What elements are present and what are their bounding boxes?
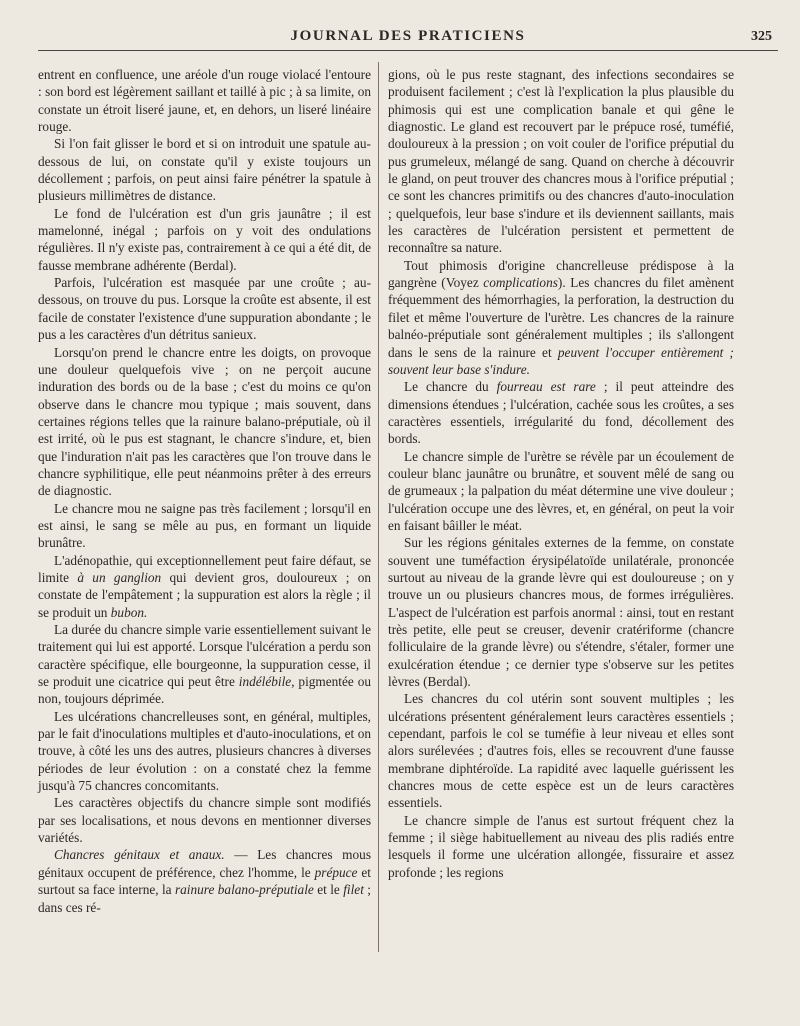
text-run: qui devient gros, douloureux ; on constate de l'empâtement ; la suppuration est alors la règle ; il se produit un (38, 569, 371, 620)
paragraph: Les caractères objectifs du chancre simple sont modifiés par ses localisations, et nous devons en mentionner diverses variétés. (38, 795, 371, 846)
paragraph: Sur les régions génitales externes de la femme, on constate souvent une tuméfaction érysipélatoïde unilatérale, prononcée surtout au niveau de la grande lèvre qui est douloureuse ; on y trouve un ou plusieurs chancres mous, de formes irrégulières. L'aspect de l'ulcération est parfois anormal : ainsi, tout en restant très petite, elle peut se creuser, devenir cratériforme (chancre folliculaire de la grande lèvre) ou s'étendre, s'étaler, former une exulcération étendue ; ce dernier type s'observe sur les petites lèvres (Berdal). (388, 535, 734, 690)
paragraph: Parfois, l'ulcération est masquée par une croûte ; au-dessous, on trouve du pus. Lorsque la croûte est absente, il est facile de constater l'existence d'une suppuration abondante ; le pus a les caractères d'un détritus sanieux. (38, 275, 371, 343)
paragraph: Le chancre simple de l'anus est surtout fréquent chez la femme ; il siège habituellement au niveau des plis radiés entre lesquels il forme une ulcération allongée, fissuraire et assez profonde ; les regions (388, 812, 734, 880)
right-column (388, 66, 734, 881)
paragraph: Les chancres du col utérin sont souvent multiples ; les ulcérations présentent généralement leurs caractères essentiels ; cependant, parfois le col se tuméfie à leur niveau et elles sont alors surélevées ; d'autres fois, elles se recouvrent d'une fausse membrane diphtéroïde. La rapidité avec laquelle guérissent les chancres mous de cette espèce est un de leurs caractères essentiels. (388, 691, 734, 811)
paragraph: Le chancre simple de l'urètre se révèle par un écoulement de couleur blanc jaunâtre ou brunâtre, et souvent mêlé de sang ou de grumeaux ; la palpation du méat détermine une vive douleur ; l'ulcération occupe une des lèvres, et, en général, on peut la voir en faisant bâiller le méat. (388, 448, 734, 533)
paragraph (388, 257, 734, 378)
text-run: La durée du chancre simple varie essentiellement suivant le traitement qui lui est apporté. Lorsque l'ulcération a perdu son caractère spécifique, elle bourgeonne, la suppuration cesse, il se produit une cicatrice qui peut être (38, 622, 371, 690)
italic-run: filet (343, 882, 364, 898)
text-run: — Les chancres mous génitaux occupent de préférence, chez l'homme, le (38, 847, 371, 880)
italic-run: fourreau est rare (496, 379, 596, 395)
italic-run: indélébile (238, 674, 292, 690)
text-run: , pigmentée ou non, toujours déprimée. (38, 674, 371, 707)
column-divider (378, 62, 379, 952)
text-run: Tout phimosis d'origine chancrelleuse prédispose à la gangrène (Voyez (388, 257, 734, 291)
paragraph: gions, où le pus reste stagnant, des infections secondaires se produisent facilement ; c'est là l'explication la plus plausible du phimosis qui est une complication banale et qui gêne le diagnostic. Le gland est recouvert par le prépuce rosé, tuméfié, douloureux à la pression ; on voit couler de l'orifice préputial du pus grumeleux, mélangé de sang. Quand on cherche à découvrir le gland, on peut trouver des chancres mous à l'orifice préputial ; ce sont les chancres primitifs ou des chancres d'auto-inoculation ; quelquefois, leur base s'indure et ils deviennent saillants, mais les caractères de l'ulcération persistent et permettent de reconnaître sa nature. (388, 67, 734, 256)
running-header (38, 28, 778, 51)
text-run: et surtout sa face interne, la (38, 864, 371, 898)
paragraph: Lorsqu'on prend le chancre entre les doigts, on provoque une douleur quelquefois vive ; on ne perçoit aucune induration des bords ou de la base ; c'est du moins ce qu'on observe dans le chancre mou typique ; mais souvent, dans certaines régions telles que la rainure balano-préputiale, où il est irrité, où le pus est stagnant, le chancre s'indure, et, bien que l'induration n'ait pas les caractères que l'on trouve dans le chancre syphilitique, elle peut néanmoins prêter à des erreurs de diagnostic. (38, 344, 371, 499)
text-run: ; il peut atteindre des dimensions étendues ; l'ulcération, cachée sous les croûtes, a ses caractères essentiels, irrégularité du fond, décollement des bords. (388, 379, 734, 447)
italic-run: rainure balano-préputiale (174, 882, 314, 898)
section-heading: Chancres génitaux et anaux. (54, 847, 225, 863)
paragraph: entrent en confluence, une aréole d'un rouge violacé l'entoure : son bord est légèrement saillant et taillé à pic ; à sa limite, on constate un étroit liseré jaune, et, en dehors, un liseré linéaire rouge. (38, 67, 371, 135)
text-run: Le chancre du (404, 379, 497, 395)
italic-run: peuvent l'occuper entièrement ; souvent leur base s'indure. (388, 344, 734, 377)
text-run: L'adénopathie, qui exceptionnellement peut faire défaut, se limite (38, 552, 371, 585)
page-number: 325 (751, 29, 772, 44)
paragraph (38, 621, 371, 708)
left-column (38, 66, 371, 916)
paragraph (38, 846, 371, 915)
text-run: et le (313, 882, 344, 898)
paragraph: Si l'on fait glisser le bord et si on introduit une spatule au-dessous de lui, on constate qu'il y existe toujours un décollement ; parfois, on peut ainsi faire pénétrer la spatule à plusieurs millimètres de distance. (38, 136, 371, 204)
italic-run: prépuce (314, 864, 358, 880)
paragraph (38, 552, 371, 621)
journal-title: JOURNAL DES PRATICIENS (290, 28, 526, 44)
paragraph (388, 378, 734, 447)
paragraph: Les ulcérations chancrelleuses sont, en général, multiples, par le fait d'inoculations multiples et d'auto-inoculations, et on trouve, à côté les uns des autres, plusieurs chancres à diverses périodes de leur évolution : on a constaté chez la femme jusqu'à 75 chancres concomitants. (38, 708, 371, 794)
italic-run: bubon. (110, 604, 148, 620)
text-run: ; dans ces ré- (38, 882, 371, 915)
italic-run: à un ganglion (77, 569, 162, 585)
italic-run: complications (483, 275, 558, 291)
paragraph: Le fond de l'ulcération est d'un gris jaunâtre ; il est mamelonné, inégal ; parfois on y voit des ondulations régulières. Il n'y existe pas, contrairement à ce qui a été dit, de fausse membrane adhérente (Berdal). (38, 205, 371, 273)
paragraph: Le chancre mou ne saigne pas très facilement ; lorsqu'il en est ainsi, le sang se mêle au pus, en formant un liquide brunâtre. (38, 500, 371, 551)
text-run: ). Les chancres du filet amènent fréquemment des hémorrhagies, la perforation, la destruction du filet et même l'ouverture de l'urètre. Les chancres de la rainure balnéo-préputiale sont généralement multiples ; ils s'allongent dans le sens de la rainure et (388, 275, 734, 360)
